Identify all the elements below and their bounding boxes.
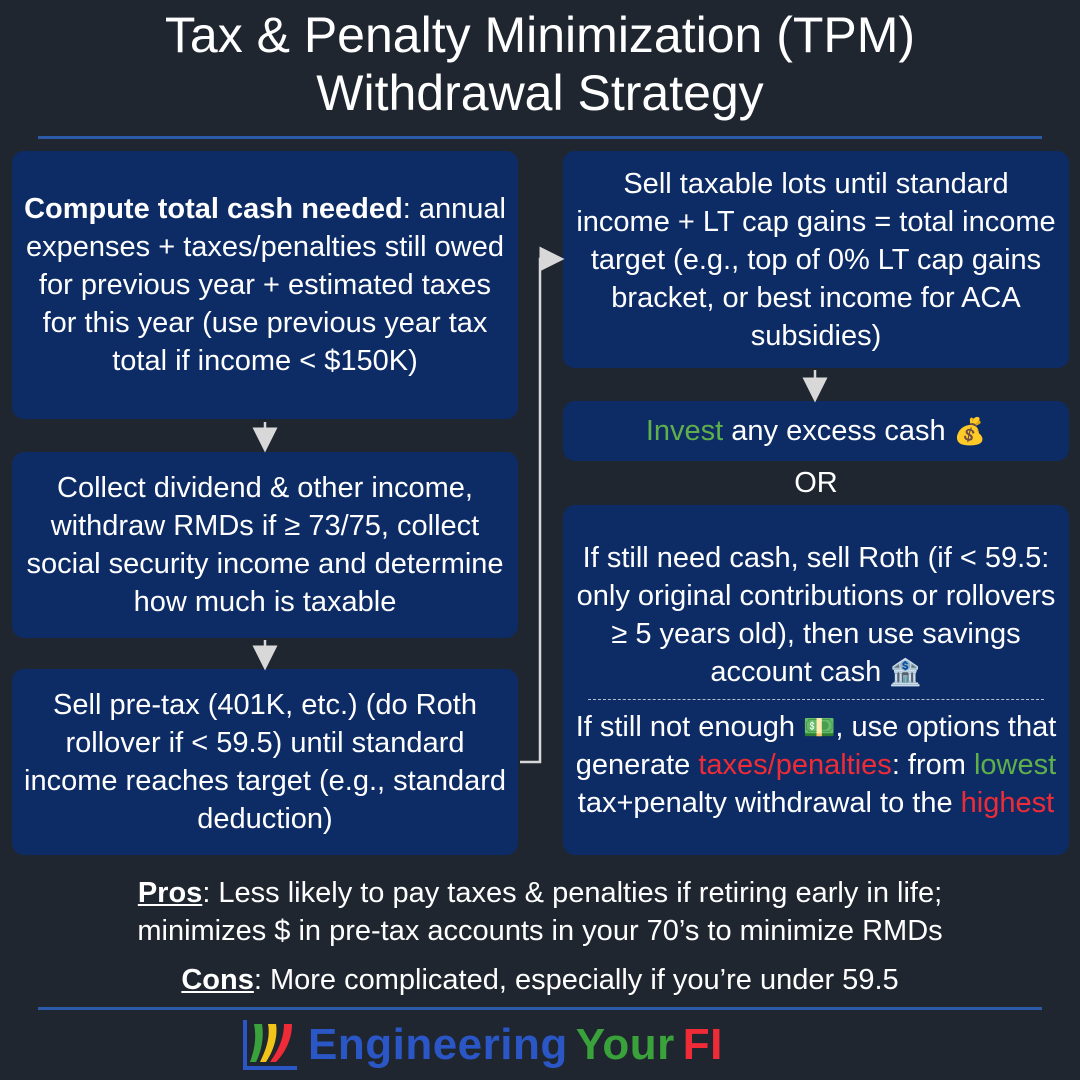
bottom-divider bbox=[38, 1007, 1042, 1010]
options-taxes-penalties: taxes/penalties bbox=[698, 748, 892, 781]
options-text-b: , use options that generate bbox=[575, 710, 1057, 781]
pros-section bbox=[0, 874, 1080, 950]
step-collect-income-text: Collect dividend & other income, withdraw RMDs if ≥ 73/75, collect social security income and determine how much is taxable bbox=[26, 472, 504, 618]
step-sell-taxable-text: Sell taxable lots until standard income + LT cap gains = total income target (e.g., top of 0% LT cap gains bracket, or best income for ACA subsidies) bbox=[576, 167, 1056, 352]
cons-text: : More complicated, especially if you’re under 59.5 bbox=[253, 964, 899, 996]
brand-part-3: FI bbox=[682, 1020, 723, 1069]
title-line-2: Withdrawal Strategy bbox=[316, 65, 764, 121]
bank-icon: 🏦 bbox=[889, 656, 922, 687]
options-text-c: : from bbox=[891, 748, 974, 781]
brand-logo-icon bbox=[240, 1016, 300, 1074]
brand-part-1: Engineering bbox=[308, 1020, 568, 1069]
options-lowest: lowest bbox=[973, 748, 1057, 781]
options-highest: highest bbox=[960, 786, 1055, 819]
brand-footer bbox=[240, 1015, 723, 1075]
or-label: OR bbox=[794, 467, 838, 499]
arrow-step3-to-taxable bbox=[520, 259, 552, 762]
invest-word: Invest bbox=[645, 415, 724, 447]
step-sell-pretax-text: Sell pre-tax (401K, etc.) (do Roth rollover if < 59.5) until standard income reaches target (e.g., standard deduction) bbox=[24, 689, 506, 835]
pros-text: : Less likely to pay taxes & penalties if retiring early in life; bbox=[202, 877, 943, 909]
pros-text-line2: minimizes $ in pre-tax accounts in your 70’s to minimize RMDs bbox=[137, 915, 943, 947]
cons-label: Cons bbox=[181, 964, 254, 996]
money-bag-icon: 💰 bbox=[953, 416, 987, 446]
roth-text: If still need cash, sell Roth (if < 59.5: only original contributions or rollovers ≥ 5 years old), then use savings account cash bbox=[576, 541, 1056, 688]
cons-section bbox=[0, 961, 1080, 999]
pros-label: Pros bbox=[137, 877, 203, 909]
invest-rest: any excess cash bbox=[723, 415, 946, 447]
dollar-bill-icon: 💵 bbox=[803, 711, 836, 742]
step-compute-cash-bold: Compute total cash needed bbox=[24, 193, 403, 225]
brand-part-2: Your bbox=[575, 1020, 675, 1069]
title-line-1: Tax & Penalty Minimization (TPM) bbox=[164, 7, 916, 63]
options-text-d: tax+penalty withdrawal to the bbox=[577, 786, 961, 819]
options-text-a: If still not enough bbox=[575, 710, 795, 743]
step-compute-cash-text: : annual expenses + taxes/penalties still owed for previous year + estimated taxes for this year (use previous year tax total if income < $150K) bbox=[26, 193, 506, 377]
